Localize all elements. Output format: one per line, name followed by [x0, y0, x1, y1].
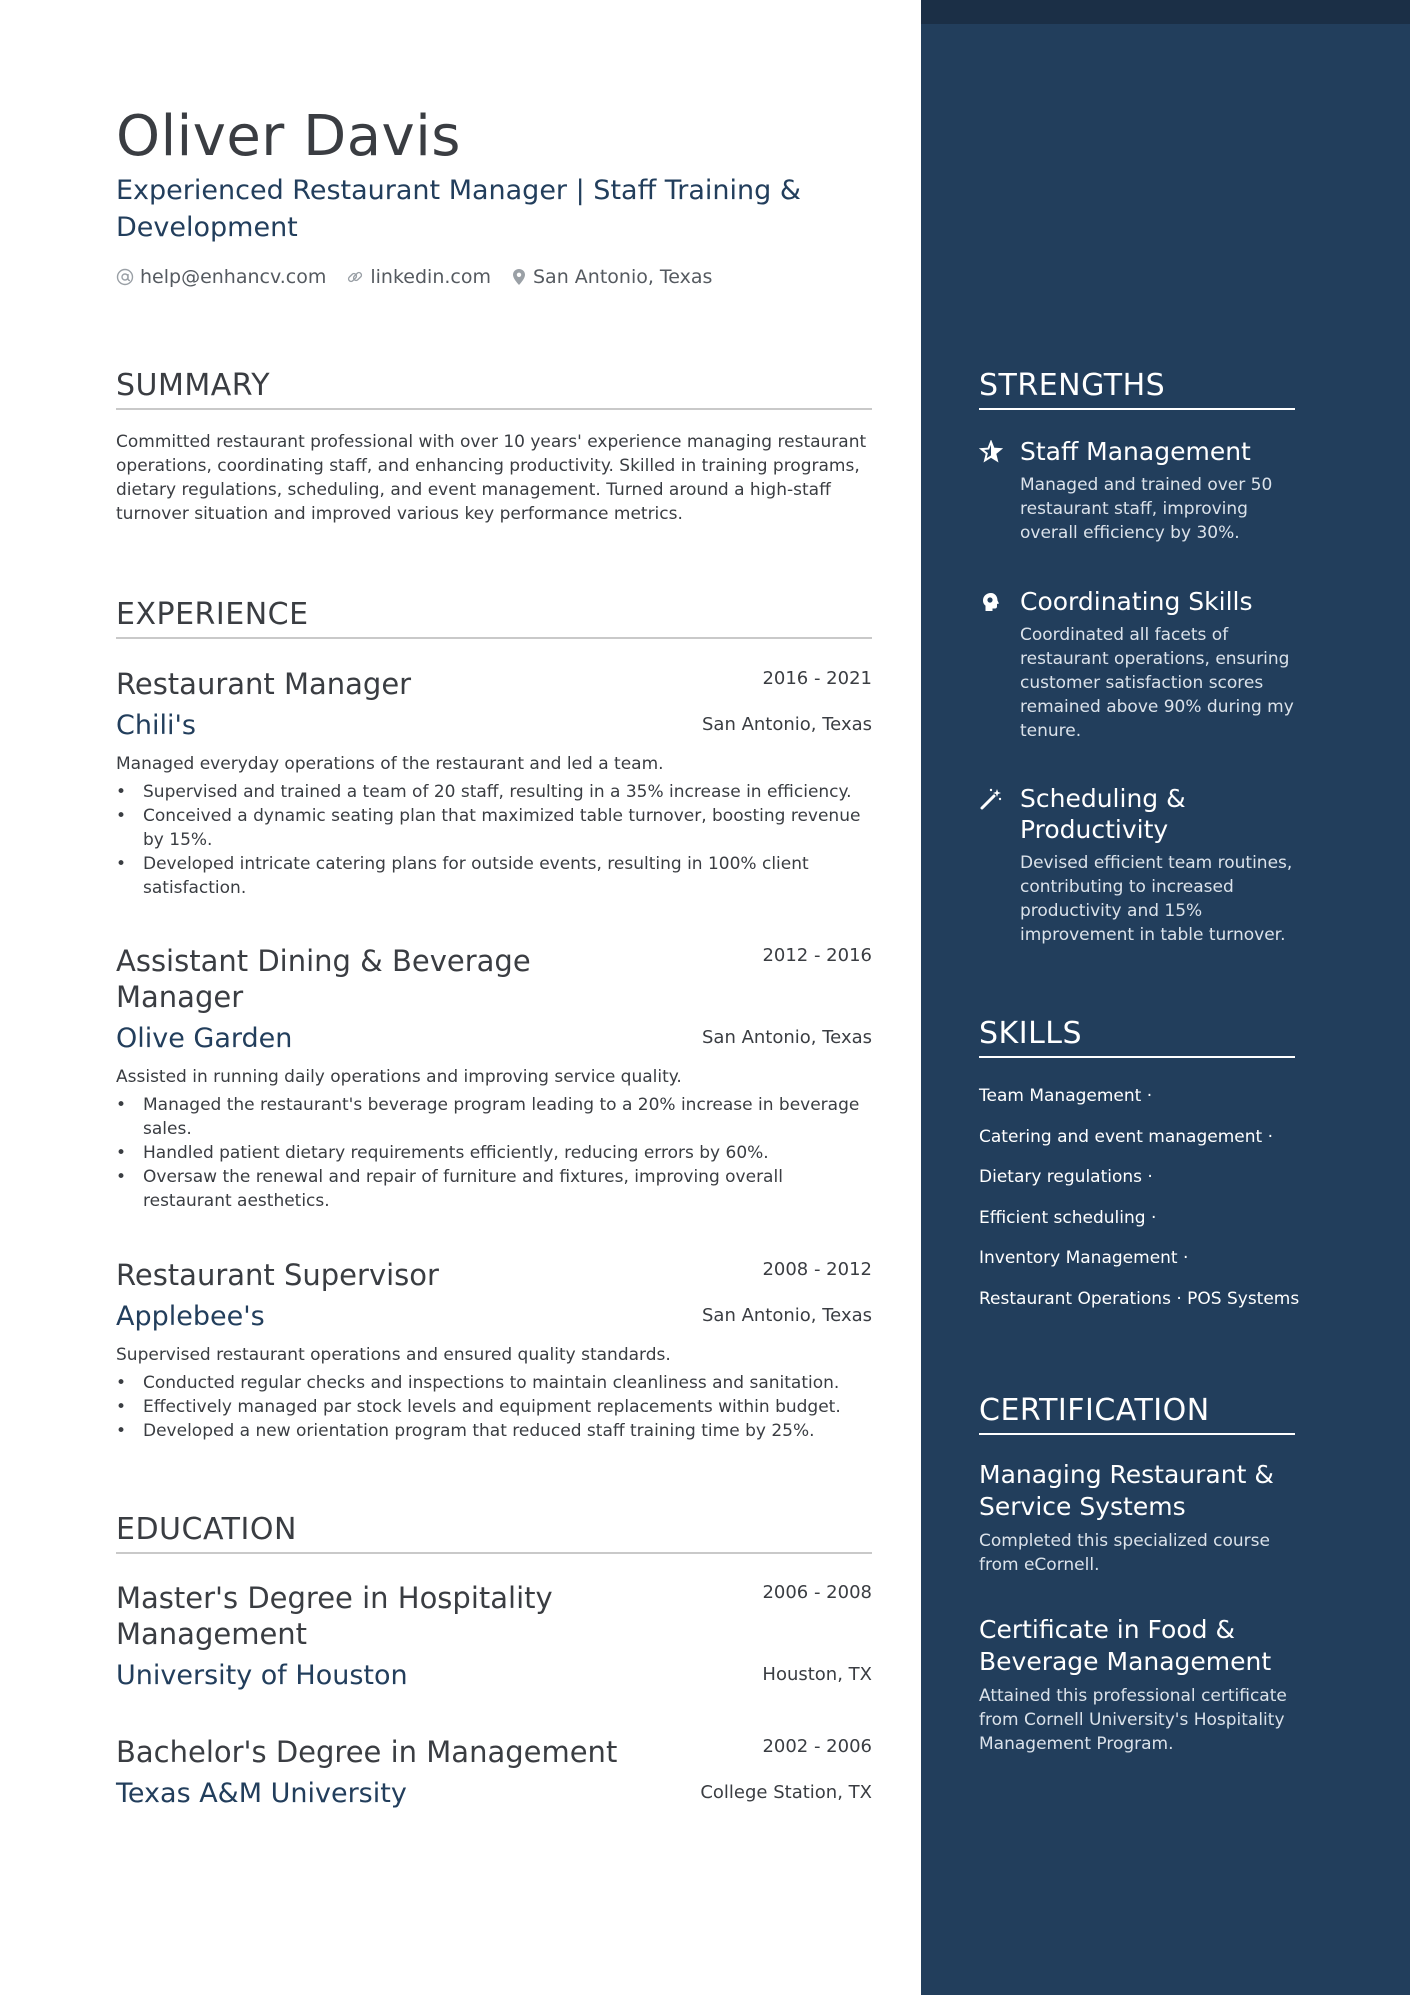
sidebar: [921, 0, 1410, 1995]
skill-item: Team Management ·: [979, 1086, 1153, 1106]
divider: [116, 1552, 872, 1554]
skill-item: Restaurant Operations · POS Systems: [979, 1288, 1300, 1309]
contact-location: [511, 266, 712, 288]
company-name: Applebee's: [116, 1301, 265, 1332]
education-section: [116, 1508, 872, 1554]
certification-item: [979, 1459, 1295, 1577]
skill-item: Inventory Management ·: [979, 1248, 1189, 1268]
experience-entry: [116, 666, 872, 900]
skills-section: [979, 1012, 1295, 1058]
strength-description: Coordinated all facets of restaurant operations, ensuring customer satisfaction scores remained above 90% during my tenure.: [1020, 625, 1294, 741]
skill-item: Efficient scheduling ·: [979, 1207, 1157, 1228]
strength-description: Managed and trained over 50 restaurant staff, improving overall efficiency by 30%.: [1020, 475, 1273, 543]
strength-title: Coordinating Skills: [1020, 587, 1253, 616]
school-location: Houston, TX: [762, 1664, 872, 1685]
divider: [116, 637, 872, 639]
section-title-certification: CERTIFICATION: [979, 1393, 1210, 1428]
list-item: • Developed a new orientation program that reduced staff training time by 25%.: [116, 1419, 872, 1443]
divider: [979, 408, 1295, 410]
company-name: Chili's: [116, 710, 196, 741]
certification-section: [979, 1389, 1295, 1435]
experience-entry: [116, 1257, 872, 1443]
list-item: • Conducted regular checks and inspections to maintain cleanliness and sanitation.: [116, 1371, 872, 1395]
list-item: • Managed the restaurant's beverage program leading to a 20% increase in beverage sales.: [116, 1093, 872, 1141]
job-description: Managed everyday operations of the restaurant and led a team.: [116, 754, 664, 774]
degree-title: Bachelor's Degree in Management: [116, 1735, 618, 1769]
job-location: San Antonio, Texas: [702, 1027, 872, 1048]
location-pin-icon: [511, 268, 527, 286]
sidebar-top-band: [921, 0, 1410, 24]
email-text: help@enhancv.com: [140, 266, 327, 288]
certification-description: Completed this specialized course from eCornell.: [979, 1531, 1270, 1575]
job-description: Assisted in running daily operations and improving service quality.: [116, 1067, 682, 1087]
skill-item: Dietary regulations ·: [979, 1167, 1153, 1187]
strength-item: [979, 436, 1295, 545]
location-text: San Antonio, Texas: [533, 266, 713, 288]
list-item: • Oversaw the renewal and repair of furniture and fixtures, improving overall restaurant aesthetics.: [116, 1165, 872, 1213]
brain-icon: [979, 590, 1003, 614]
divider: [116, 408, 872, 410]
section-title-summary: SUMMARY: [116, 368, 271, 403]
strength-description: Devised efficient team routines, contributing to increased productivity and 15% improvement in table turnover.: [1020, 853, 1293, 945]
summary-text: Committed restaurant professional with over 10 years' experience managing restaurant operations, coordinating staff, and enhancing productivity. Skilled in training programs, dietary regulations, scheduling, and event management. Turned around a high-staff turnover situation and improved various key performance metrics.: [116, 432, 867, 524]
job-dates: 2012 - 2016: [762, 945, 872, 966]
achievement-list: [116, 1093, 872, 1213]
strength-item: [979, 783, 1295, 947]
contact-row: [116, 266, 732, 288]
list-item: • Handled patient dietary requirements efficiently, reducing errors by 60%.: [116, 1141, 872, 1165]
degree-title: Master's Degree in Hospitality Management: [116, 1581, 553, 1651]
education-dates: 2006 - 2008: [762, 1582, 872, 1603]
linkedin-text: linkedin.com: [370, 266, 491, 288]
at-icon: [116, 268, 134, 286]
strength-title: Staff Management: [1020, 437, 1251, 466]
school-location: College Station, TX: [700, 1782, 872, 1803]
achievement-list: [116, 780, 872, 900]
certification-title: Certificate in Food & Beverage Management: [979, 1615, 1272, 1676]
experience-entry: [116, 943, 872, 1213]
job-description: Supervised restaurant operations and ensured quality standards.: [116, 1345, 671, 1365]
achievement-list: [116, 1371, 872, 1443]
section-title-strengths: STRENGTHS: [979, 368, 1166, 403]
company-name: Olive Garden: [116, 1023, 293, 1054]
contact-linkedin[interactable]: [346, 266, 491, 288]
education-entry: [116, 1734, 872, 1812]
certification-title: Managing Restaurant & Service Systems: [979, 1460, 1274, 1521]
section-title-education: EDUCATION: [116, 1512, 297, 1547]
list-item: • Developed intricate catering plans for outside events, resulting in 100% client satisfaction.: [116, 852, 872, 900]
list-item: • Conceived a dynamic seating plan that maximized table turnover, boosting revenue by 15%.: [116, 804, 872, 852]
certification-description: Attained this professional certificate from Cornell University's Hospitality Management Program.: [979, 1686, 1287, 1754]
summary-section: [116, 364, 872, 526]
contact-email[interactable]: [116, 266, 326, 288]
job-dates: 2016 - 2021: [762, 668, 872, 689]
section-title-skills: SKILLS: [979, 1016, 1083, 1051]
divider: [979, 1056, 1295, 1058]
strengths-section: [979, 364, 1295, 410]
list-item: • Supervised and trained a team of 20 staff, resulting in a 35% increase in efficiency.: [116, 780, 872, 804]
section-title-experience: EXPERIENCE: [116, 597, 309, 632]
certification-item: [979, 1614, 1295, 1756]
education-dates: 2002 - 2006: [762, 1736, 872, 1757]
education-entry: [116, 1580, 872, 1694]
experience-section: [116, 593, 872, 639]
magic-wand-icon: [979, 787, 1003, 811]
skill-item: Catering and event management ·: [979, 1126, 1273, 1147]
job-dates: 2008 - 2012: [762, 1259, 872, 1280]
job-title: Assistant Dining & Beverage Manager: [116, 944, 531, 1014]
job-location: San Antonio, Texas: [702, 714, 872, 735]
list-item: • Effectively managed par stock levels and equipment replacements within budget.: [116, 1395, 872, 1419]
school-name: University of Houston: [116, 1660, 408, 1691]
school-name: Texas A&M University: [116, 1778, 407, 1809]
candidate-name: Oliver Davis: [116, 104, 461, 169]
divider: [979, 1433, 1295, 1435]
strength-title: Scheduling & Productivity: [1020, 784, 1186, 844]
link-icon: [346, 268, 364, 286]
job-title: Restaurant Manager: [116, 667, 412, 701]
job-location: San Antonio, Texas: [702, 1305, 872, 1326]
strength-item: [979, 586, 1295, 743]
headline: Experienced Restaurant Manager | Staff Training & Development: [116, 175, 801, 243]
star-icon: [979, 440, 1003, 464]
job-title: Restaurant Supervisor: [116, 1258, 439, 1292]
